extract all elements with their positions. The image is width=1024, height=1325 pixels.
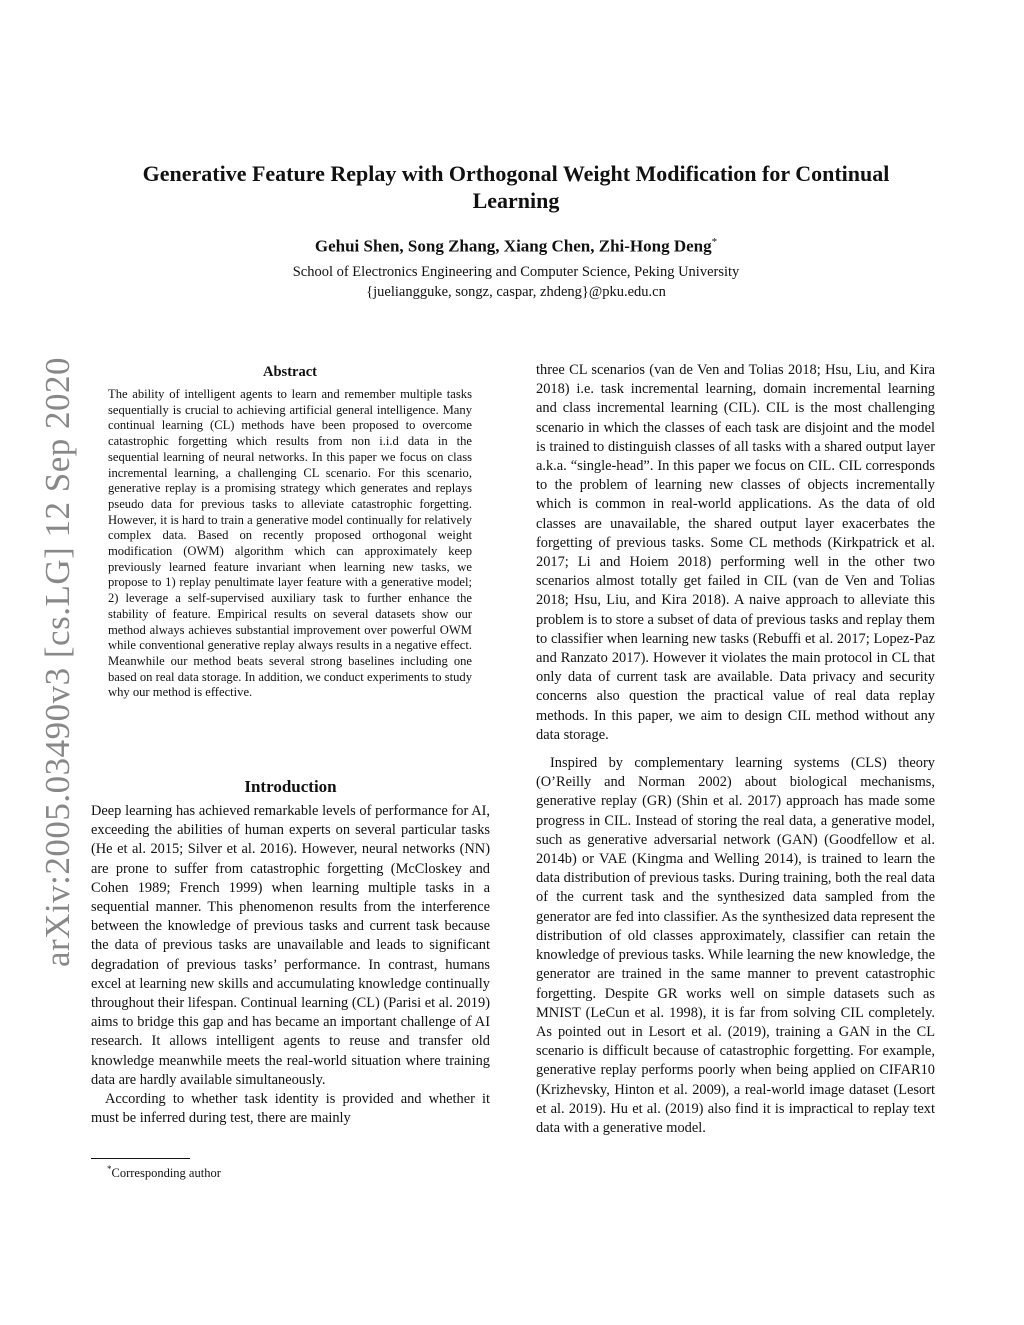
corresponding-author-mark: * (711, 236, 718, 248)
paragraph: Inspired by complementary learning systems (CLS) theory (O’Reilly and Norman 2002) about biological mechanisms, generative replay (GR) (Shin et al. 2017) approach has made some progress in CIL. Instead of storing the real data, a generative model, such as generative adversarial network (GAN) (Goodfellow et al. 2014b) or VAE (Kingma and Welling 2014), is trained to learn the data distribution of previous tasks. During training, both the real data of the current task and the synthesized data sampled from the generator are fed into classifier. As the synthesized data represent the distribution of old classes approximately, classifier can retain the knowledge of previous tasks. While learning the new knowledge, the generator are trained in the same manner to prevent catastrophic forgetting. Despite GR works well on simple datasets such as MNIST (LeCun et al. 1998), it is far from solving CIL completely. As pointed out in Lesort et al. (2019), training a GAN in the CL scenario is difficult because of catastrophic forgetting. For example, generative replay performs poorly when being applied on CIFAR10 (Krizhevsky, Hinton et al. 2009), a real-world image dataset (Lesort et al. 2019). Hu et al. (2019) also find it is impractical to replay text data with a generative model. (536, 755, 935, 1136)
paragraph: According to whether task identity is provided and whether it must be inferred during test, there are mainly (91, 1091, 490, 1127)
footnote (91, 1161, 490, 1181)
arxiv-identifier: arXiv:2005.03490v3 [cs.LG] 12 Sep 2020 (38, 356, 77, 968)
footnote-divider (91, 1158, 190, 1159)
affiliation-block (100, 262, 932, 302)
author-emails: {juelianggukе, songz, caspar, zhdeng}@pku.edu.cn (366, 284, 666, 300)
paper-title: Generative Feature Replay with Orthogonal Weight Modification for Continual Learning (142, 161, 890, 213)
paragraph: Deep learning has achieved remarkable levels of performance for AI, exceeding the abilities of human experts on several particular tasks (He et al. 2015; Silver et al. 2016). However, neural networks (NN) are prone to suffer from catastrophic forgetting (McCloskey and Cohen 1989; French 1999) when learning multiple tasks in a sequential manner. This phenomenon results from the interference between the knowledge of previous tasks and current task because the data of previous tasks are unavailable and leads to significant degradation of previous tasks’ performance. In contrast, humans excel at learning new skills and accumulating knowledge continually throughout their lifespan. Continual learning (CL) (Parisi et al. 2019) aims to bridge this gap and has became an important challenge of AI research. It allows intelligent agents to reuse and transfer old knowledge meanwhile meets the real-world situation where training data are hardly available simultaneously. (91, 803, 490, 1088)
footnote-text: Corresponding author (111, 1166, 221, 1181)
abstract-heading: Abstract (263, 364, 317, 380)
footnote-mark: * (107, 1164, 112, 1174)
author-list (100, 236, 932, 257)
paragraph: three CL scenarios (van de Ven and Tolias 2018; Hsu, Liu, and Kira 2018) i.e. task incremental learning, domain incremental learning and class incremental learning (CIL). CIL is the most challenging scenario in which the classes of each task are disjoint and the model is trained to distinguish classes of all tasks with a shared output layer a.k.a. “single-head”. In this paper we focus on CIL. CIL corresponds to the problem of learning new classes of objects incrementally which is common in real-world applications. As the data of old classes are unavailable, the shared output layer exacerbates the forgetting of previous tasks. Some CL methods (Kirkpatrick et al. 2017; Li and Hoiem 2018) performing well in the other two scenarios almost totally get failed in CIL (van de Ven and Tolias 2018; Hsu, Liu, and Kira 2018). A naive approach to alleviate this problem is to store a subset of data of previous tasks and replay them to classifier when learning new tasks (Rebuffi et al. 2017; Lopez-Paz and Ranzato 2017). However it violates the main protocol in CL that only data of current task are available. Data privacy and security concerns also question the practical value of real data replay methods. In this paper, we aim to design CIL method without any data storage. (536, 362, 935, 743)
introduction-left-column (91, 802, 490, 1128)
abstract-text: The ability of intelligent agents to learn and remember multiple tasks sequentially is crucial to achieving artificial general intelligence. Many continual learning (CL) methods have been proposed to overcome catastrophic forgetting which results from non i.i.d data in the sequential learning of neural networks. In this paper we focus on class incremental learning, a challenging CL scenario. For this scenario, generative replay is a promising strategy which generates and replays pseudo data for previous tasks to alleviate catastrophic forgetting. However, it is hard to train a generative model continually for relatively complex data. Based on recently proposed orthogonal weight modification (OWM) algorithm which can approximately keep previously learned feature invariant when learning new tasks, we propose to 1) replay penultimate layer feature with a generative model; 2) leverage a self-supervised auxiliary task to further enhance the stability of feature. Empirical results on several datasets show our method always achieves substantial improvement over powerful OWM while conventional generative replay always results in a negative effect. Meanwhile our method beats several strong baselines including one based on real data storage. In addition, we conduct experiments to study why our method is effective. (108, 387, 472, 700)
introduction-heading: Introduction (244, 777, 337, 796)
introduction-right-column (536, 361, 935, 1138)
author-names: Gehui Shen, Song Zhang, Xiang Chen, Zhi-Hong Deng (314, 236, 712, 256)
affiliation: School of Electronics Engineering and Computer Science, Peking University (292, 264, 740, 280)
